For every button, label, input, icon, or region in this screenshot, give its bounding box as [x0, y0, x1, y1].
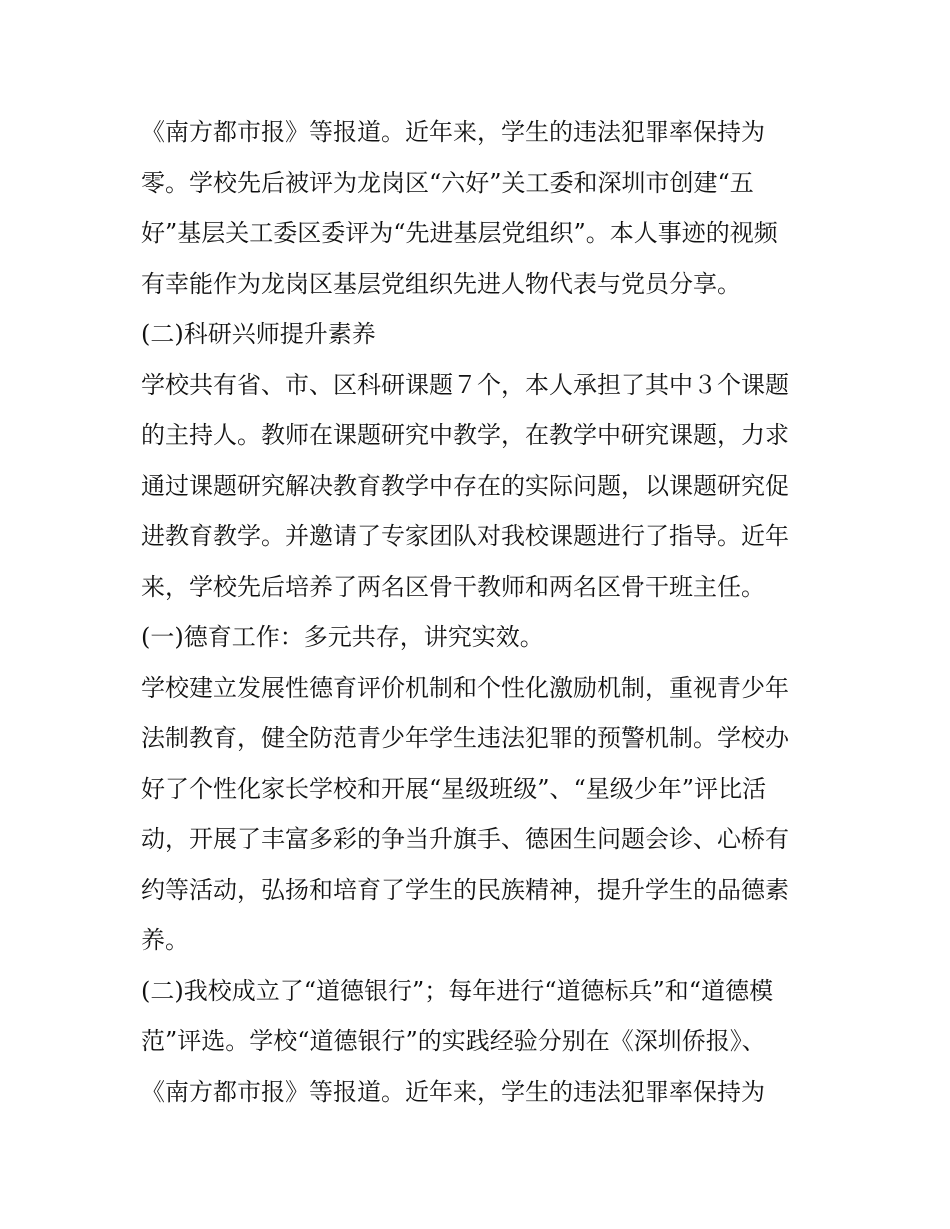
- text-line: 零。学校先后被评为龙岗区“六好”关工委和深圳市创建“五: [141, 168, 754, 197]
- text-line: 好”基层关工委区委评为“先进基层党组织”。本人事迹的视频: [141, 219, 778, 247]
- text-line: 学校共有省、市、区科研课题７个，本人承担了其中３个课题: [141, 370, 789, 399]
- text-line: 范”评选。学校“道德银行”的实践经验分别在《深圳侨报》、: [141, 1027, 766, 1055]
- text-line: 有幸能作为龙岗区基层党组织先进人物代表与党员分享。: [141, 269, 741, 298]
- section-heading: (二)科研兴师提升素养: [141, 320, 376, 348]
- text-line: (二)我校成立了“道德银行”；每年进行“道德标兵”和“道德模: [141, 976, 774, 1005]
- section-heading: (一)德育工作：多元共存，讲究实效。: [141, 623, 544, 651]
- text-line: 好了个性化家长学校和开展“星级班级”、“星级少年”评比活: [141, 774, 767, 803]
- text-line: 学校建立发展性德育评价机制和个性化激励机制，重视青少年: [141, 673, 789, 702]
- text-line: 约等活动，弘扬和培育了学生的民族精神，提升学生的品德素: [141, 875, 789, 904]
- text-line: 的主持人。教师在课题研究中教学，在教学中研究课题，力求: [141, 421, 789, 449]
- text-line: 通过课题研究解决教育教学中存在的实际问题，以课题研究促: [141, 471, 789, 500]
- text-line: 进教育教学。并邀请了专家团队对我校课题进行了指导。近年: [141, 522, 789, 550]
- text-line: 《南方都市报》等报道。近年来，学生的违法犯罪率保持为: [141, 1077, 765, 1106]
- text-line: 《南方都市报》等报道。近年来，学生的违法犯罪率保持为: [141, 118, 765, 146]
- text-line: 来，学校先后培养了两名区骨干教师和两名区骨干班主任。: [141, 572, 765, 601]
- body-text: [141, 107, 821, 1117]
- text-line: 养。: [141, 926, 189, 954]
- text-line: 动，开展了丰富多彩的争当升旗手、德困生问题会诊、心桥有: [141, 825, 789, 853]
- text-line: 法制教育，健全防范青少年学生违法犯罪的预警机制。学校办: [141, 724, 789, 752]
